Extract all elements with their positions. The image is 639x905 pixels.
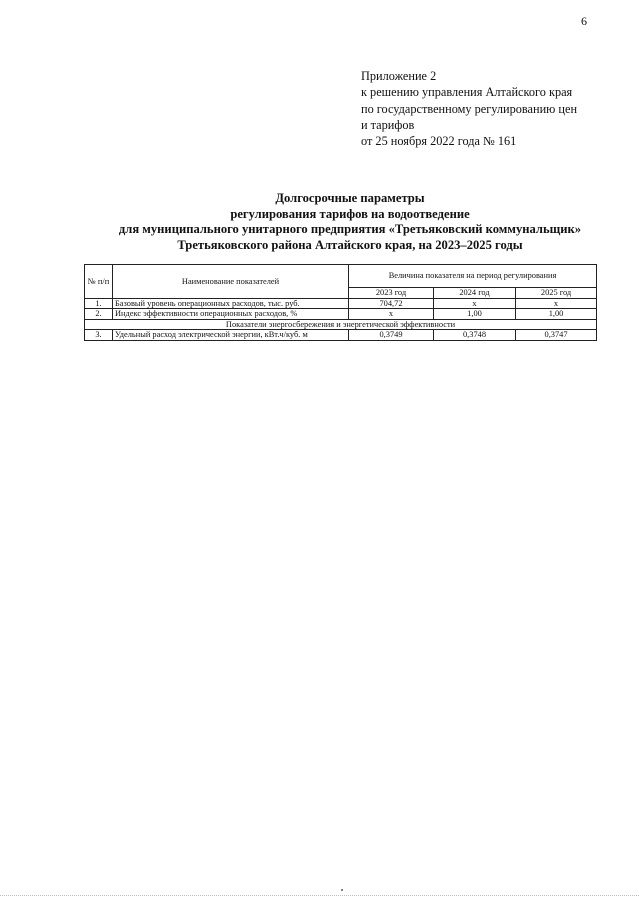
row-value: 1,00 bbox=[516, 309, 597, 320]
appendix-line: от 25 ноября 2022 года № 161 bbox=[361, 134, 517, 149]
row-value: 0,3749 bbox=[349, 330, 434, 341]
table-row bbox=[85, 298, 597, 309]
appendix-line: и тарифов bbox=[361, 117, 415, 132]
page-number: 6 bbox=[581, 14, 587, 28]
header-period: Величина показателя на период регулирования bbox=[349, 265, 597, 288]
row-value: x bbox=[349, 309, 434, 320]
appendix-line: по государственному регулированию цен bbox=[361, 101, 578, 116]
header-name: Наименование показателей bbox=[113, 265, 349, 299]
appendix-line: Приложение 2 bbox=[361, 69, 437, 83]
scan-speck bbox=[341, 889, 343, 891]
row-number: 3. bbox=[85, 330, 113, 341]
row-name: Индекс эффективности операционных расходов, % bbox=[113, 309, 349, 320]
row-name: Базовый уровень операционных расходов, тыс. руб. bbox=[113, 298, 349, 309]
row-value: 1,00 bbox=[434, 309, 516, 320]
title-line: Третьяковского района Алтайского края, на 2023–2025 годы bbox=[177, 237, 523, 252]
title-line: для муниципального унитарного предприятия «Третьяковский коммунальщик» bbox=[118, 222, 582, 237]
row-value: x bbox=[434, 298, 516, 309]
section-header: Показатели энергосбережения и энергетической эффективности bbox=[85, 319, 597, 330]
row-value: 0,3747 bbox=[516, 330, 597, 341]
row-number: 2. bbox=[85, 309, 113, 320]
header-year: 2023 год bbox=[349, 288, 434, 299]
header-year: 2025 год bbox=[516, 288, 597, 299]
header-year: 2024 год bbox=[434, 288, 516, 299]
scan-edge-line bbox=[0, 895, 639, 896]
row-name: Удельный расход электрической энергии, кВт.ч/куб. м bbox=[113, 330, 349, 341]
row-value: 704,72 bbox=[349, 298, 434, 309]
row-value: x bbox=[516, 298, 597, 309]
title-line: Долгосрочные параметры bbox=[275, 191, 425, 205]
table-row bbox=[85, 309, 597, 320]
table-row bbox=[85, 330, 597, 341]
section-header-row bbox=[85, 319, 597, 330]
document-title bbox=[40, 191, 639, 253]
parameters-table bbox=[84, 264, 597, 341]
appendix-line: к решению управления Алтайского края bbox=[361, 85, 573, 100]
title-line: регулирования тарифов на водоотведение bbox=[230, 206, 470, 221]
appendix-block bbox=[361, 68, 577, 149]
row-number: 1. bbox=[85, 298, 113, 309]
row-value: 0,3748 bbox=[434, 330, 516, 341]
header-number: № п/п bbox=[85, 265, 113, 299]
